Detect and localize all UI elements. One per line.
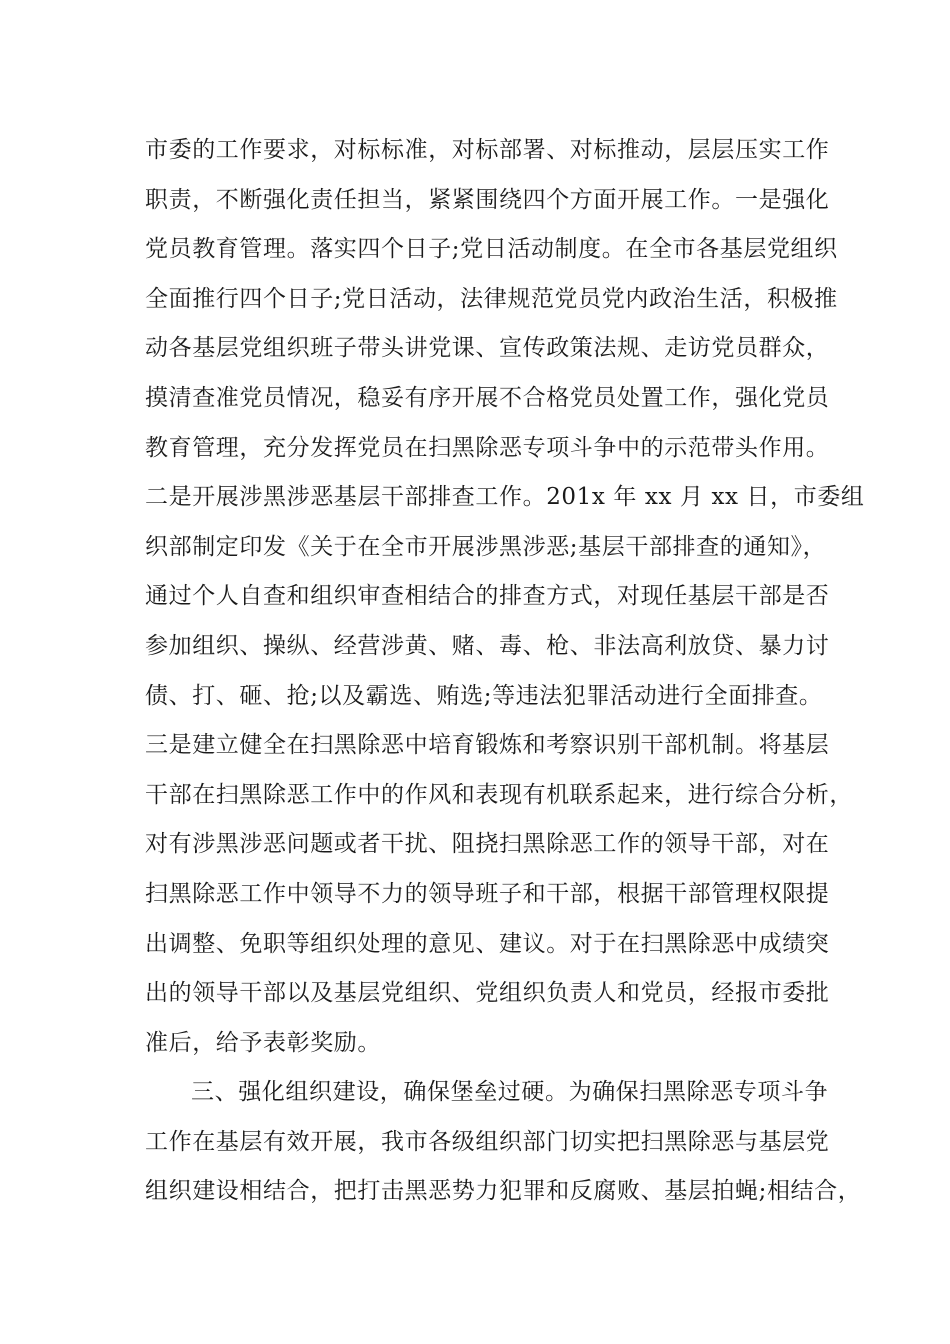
text-line: 干部在扫黑除恶工作中的作风和表现有机联系起来，进行综合分析， <box>145 781 853 808</box>
text-line: 二是开展涉黑涉恶基层干部排查工作。201x 年 xx 月 xx 日，市委组 <box>145 484 865 511</box>
text-line: 摸清查准党员情况，稳妥有序开展不合格党员处置工作，强化党员 <box>145 384 830 411</box>
text-line: 债、打、砸、抢;以及霸选、贿选;等违法犯罪活动进行全面排查。 <box>145 682 823 709</box>
text-line: 职责，不断强化责任担当，紧紧围绕四个方面开展工作。一是强化 <box>145 186 830 213</box>
text-line: 党员教育管理。落实四个日子;党日活动制度。在全市各基层党组织 <box>145 236 838 263</box>
text-line: 出的领导干部以及基层党组织、党组织负责人和党员，经报市委批 <box>145 980 830 1007</box>
text-line: 对有涉黑涉恶问题或者干扰、阻挠扫黑除恶工作的领导干部，对在 <box>145 831 830 858</box>
text-line: 工作在基层有效开展，我市各级组织部门切实把扫黑除恶与基层党 <box>145 1128 830 1155</box>
text-line: 全面推行四个日子;党日活动，法律规范党员党内政治生活，积极推 <box>145 285 838 312</box>
text-line: 教育管理，充分发挥党员在扫黑除恶专项斗争中的示范带头作用。 <box>145 434 830 461</box>
paragraph-start-line: 三、强化组织建设，确保堡垒过硬。为确保扫黑除恶专项斗争 <box>191 1079 829 1106</box>
body-text <box>145 126 865 1217</box>
text-line: 扫黑除恶工作中领导不力的领导班子和干部，根据干部管理权限提 <box>145 880 830 907</box>
text-line: 参加组织、操纵、经营涉黄、赌、毒、枪、非法高利放贷、暴力讨 <box>145 632 830 659</box>
text-line: 出调整、免职等组织处理的意见、建议。对于在扫黑除恶中成绩突 <box>145 930 830 957</box>
text-line: 动各基层党组织班子带头讲党课、宣传政策法规、走访党员群众， <box>145 335 830 362</box>
text-line: 组织建设相结合，把打击黑恶势力犯罪和反腐败、基层拍蝇;相结合， <box>145 1178 862 1205</box>
text-line: 准后，给予表彰奖励。 <box>145 1029 381 1056</box>
text-line: 通过个人自查和组织审查相结合的排查方式，对现任基层干部是否 <box>145 583 830 610</box>
text-line: 织部制定印发《关于在全市开展涉黑涉恶;基层干部排查的通知》， <box>145 533 827 560</box>
text-line: 三是建立健全在扫黑除恶中培育锻炼和考察识别干部机制。将基层 <box>145 732 830 759</box>
text-line: 市委的工作要求，对标标准，对标部署、对标推动，层层压实工作 <box>145 137 830 163</box>
